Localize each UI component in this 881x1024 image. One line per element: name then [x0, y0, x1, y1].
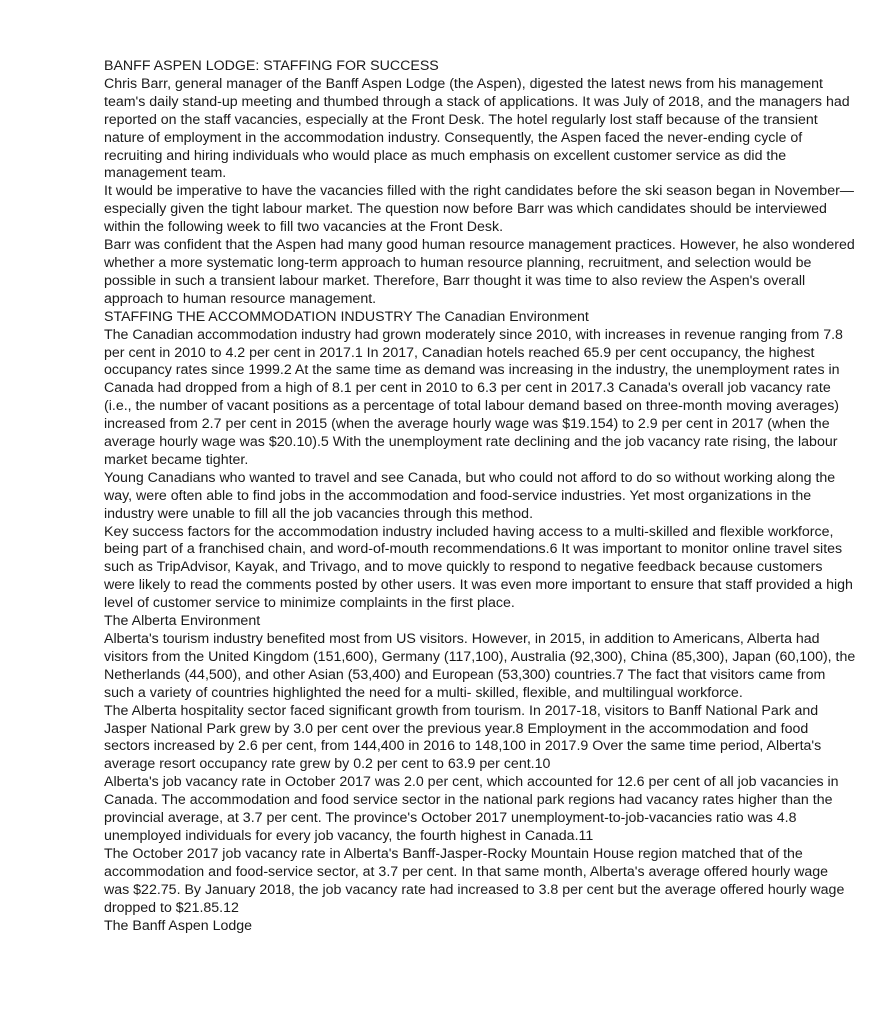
- key-success-factors-paragraph: Key success factors for the accommodation industry included having access to a multi-skilled and flexible workforce, being part of a franchised chain, and word-of-mouth recommendations.6 It was important to monitor online travel sites such as TripAdvisor, Kayak, and Trivago, and to move quickly to respond to negative feedback because customers were likely to read the comments posted by other users. It was even more important to ensure that staff provided a high level of customer service to minimize complaints in the first place.: [104, 523, 853, 612]
- case-document: [104, 58, 856, 935]
- canadian-industry-paragraph: The Canadian accommodation industry had grown moderately since 2010, with increases in revenue ranging from 7.8 per cent in 2010 to 4.2 per cent in 2017.1 In 2017, Canadian hotels reached 65.9 per cent occupancy, the highest occupancy rates since 1999.2 At the same time as demand was increasing in the industry, the unemployment rates in Canada had dropped from a high of 8.1 per cent in 2010 to 6.3 per cent in 2017.3 Canada's overall job vacancy rate (i.e., the number of vacant positions as a percentage of total labour demand based on three-month moving averages) increased from 2.7 per cent in 2015 (when the average hourly wage was $19.154) to 2.9 per cent in 2017 (when the average hourly wage was $20.10).5 With the unemployment rate declining and the job vacancy rate rising, the labour market became tighter.: [104, 326, 843, 468]
- regional-vacancy-paragraph: The October 2017 job vacancy rate in Alberta's Banff-Jasper-Rocky Mountain House region matched that of the accommodation and food-service sector, at 3.7 per cent. In that same month, Alberta's average offered hourly wage was $22.75. By January 2018, the job vacancy rate had increased to 3.8 per cent but the average offered hourly wage dropped to $21.85.12: [104, 845, 845, 916]
- intro-paragraph: Chris Barr, general manager of the Banff Aspen Lodge (the Aspen), digested the latest news from his management team's daily stand-up meeting and thumbed through a stack of applications. It was July of 2018, and the managers had reported on the staff vacancies, especially at the Front Desk. The hotel regularly lost staff because of the transient nature of employment in the accommodation industry. Consequently, the Aspen faced the never-ending cycle of recruiting and hiring individuals who would place as much emphasis on excellent customer service as did the management team.: [104, 75, 850, 182]
- section-heading-staffing: STAFFING THE ACCOMMODATION INDUSTRY The Canadian Environment: [104, 308, 589, 325]
- section-heading-banff-aspen: The Banff Aspen Lodge: [104, 917, 253, 934]
- alberta-hospitality-paragraph: The Alberta hospitality sector faced significant growth from tourism. In 2017-18, visitors to Banff National Park and Jasper National Park grew by 3.0 per cent over the previous year.8 Employment in the accommodation and food sectors increased by 2.6 per cent, from 144,400 in 2016 to 148,100 in 2017.9 Over the same time period, Alberta's average resort occupancy rate grew by 0.2 per cent to 63.9 per cent.10: [104, 702, 822, 773]
- document-title: BANFF ASPEN LODGE: STAFFING FOR SUCCESS: [104, 58, 439, 74]
- young-canadians-paragraph: Young Canadians who wanted to travel and see Canada, but who could not afford to do so without working along the way, were often able to find jobs in the accommodation and food-service industries. Yet most organizations in the industry were unable to fill all the job vacancies through this method.: [104, 469, 836, 522]
- vacancies-paragraph: It would be imperative to have the vacancies filled with the right candidates before the ski season began in November—especially given the tight labour market. The question now before Barr was which candidates should be interviewed within the following week to fill two vacancies at the Front Desk.: [104, 183, 854, 236]
- section-heading-alberta: The Alberta Environment: [104, 613, 261, 630]
- alberta-vacancy-paragraph: Alberta's job vacancy rate in October 2017 was 2.0 per cent, which accounted for 12.6 per cent of all job vacancies in Canada. The accommodation and food service sector in the national park regions had vacancy rates higher than the provincial average, at 3.7 per cent. The province's October 2017 unemployment-to-job-vacancies ratio was 4.8 unemployed individuals for every job vacancy, the fourth highest in Canada.11: [104, 774, 839, 844]
- hr-practices-paragraph: Barr was confident that the Aspen had many good human resource management practices. However, he also wondered whether a more systematic long-term approach to human resource planning, recruitment, and selection would be possible in such a transient labour market. Therefore, Barr thought it was time to also review the Aspen's overall approach to human resource management.: [104, 237, 855, 307]
- alberta-tourism-paragraph: Alberta's tourism industry benefited most from US visitors. However, in 2015, in addition to Americans, Alberta had visitors from the United Kingdom (151,600), Germany (117,100), Australia (92,300), China (85,300), Japan (60,100), the Netherlands (44,500), and other Asian (53,400) and European (53,300) countries.7 The fact that visitors came from such a variety of countries highlighted the need for a multi- skilled, flexible, and multilingual workforce.: [104, 631, 856, 701]
